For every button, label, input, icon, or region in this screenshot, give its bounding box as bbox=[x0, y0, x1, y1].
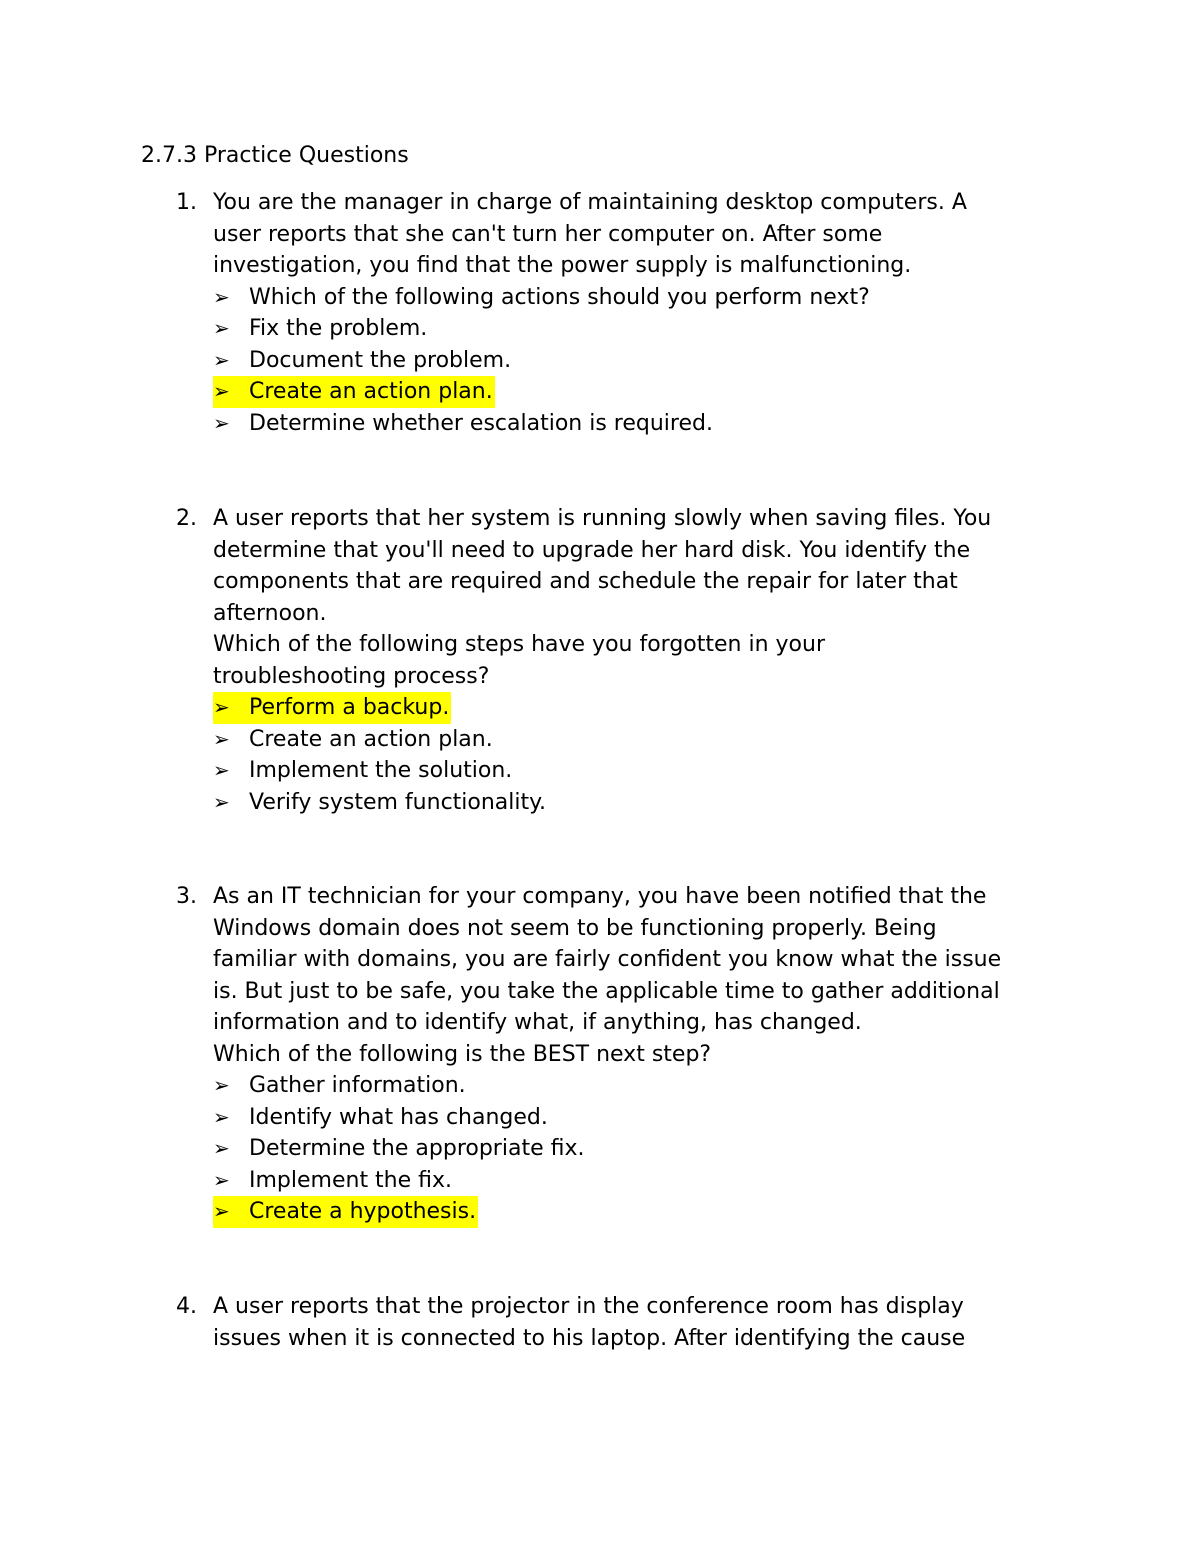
question-text-line: Which of the following is the BEST next step? bbox=[213, 1041, 712, 1067]
question-number: 4. bbox=[176, 1294, 197, 1319]
answer-option-text: Perform a backup. bbox=[249, 695, 450, 720]
question-text-line: determine that you'll need to upgrade her hard disk. You identify the bbox=[213, 537, 971, 563]
arrow-bullet-icon: ➢ bbox=[213, 1136, 230, 1160]
answer-option bbox=[213, 1165, 1076, 1197]
arrow-bullet-icon: ➢ bbox=[213, 758, 230, 782]
question-text-line: You are the manager in charge of maintaining desktop computers. A bbox=[213, 190, 967, 215]
question-text-line: information and to identify what, if anything, has changed. bbox=[213, 1010, 862, 1035]
answer-option bbox=[213, 408, 1076, 440]
answer-option-text: Implement the fix. bbox=[249, 1167, 453, 1193]
question-text-line: Windows domain does not seem to be functioning properly. Being bbox=[213, 915, 937, 941]
question-3 bbox=[176, 881, 1076, 1228]
answer-option-text: Verify system functionality. bbox=[249, 789, 547, 815]
answer-option-highlighted bbox=[213, 376, 1076, 408]
answer-option bbox=[213, 1102, 1076, 1134]
question-text-line: As an IT technician for your company, you have been notified that the bbox=[213, 884, 987, 909]
answer-option-text: Create a hypothesis. bbox=[249, 1199, 477, 1224]
question-number: 2. bbox=[176, 506, 197, 531]
answer-option bbox=[213, 282, 1076, 314]
question-number: 1. bbox=[176, 190, 197, 215]
question-body bbox=[213, 881, 1076, 1228]
question-text-line: A user reports that the projector in the conference room has display bbox=[213, 1294, 964, 1319]
answer-option-text: Determine the appropriate fix. bbox=[249, 1136, 585, 1161]
answer-option-text: Document the problem. bbox=[249, 347, 512, 373]
answer-option bbox=[213, 1133, 1076, 1165]
question-text-line: familiar with domains, you are fairly confident you know what the issue bbox=[213, 947, 1002, 972]
answer-option bbox=[213, 345, 1076, 377]
answer-option-text: Determine whether escalation is required. bbox=[249, 410, 713, 436]
page-title: 2.7.3 Practice Questions bbox=[141, 143, 409, 168]
question-text-line: components that are required and schedule the repair for later that bbox=[213, 569, 958, 594]
arrow-bullet-icon: ➢ bbox=[213, 695, 230, 719]
question-body bbox=[213, 503, 1076, 818]
answer-option-text: Identify what has changed. bbox=[249, 1104, 548, 1130]
question-text-line: afternoon. bbox=[213, 600, 327, 626]
question-text-line: issues when it is connected to his laptop. After identifying the cause bbox=[213, 1325, 966, 1351]
answer-option-text: Gather information. bbox=[249, 1073, 466, 1098]
answer-option bbox=[213, 724, 1076, 756]
answer-option-highlighted bbox=[213, 692, 1076, 724]
question-text-line: investigation, you find that the power supply is malfunctioning. bbox=[213, 253, 912, 278]
question-text-line: user reports that she can't turn her computer on. After some bbox=[213, 221, 883, 247]
arrow-bullet-icon: ➢ bbox=[213, 379, 230, 403]
answer-option-text: Create an action plan. bbox=[249, 726, 493, 752]
arrow-bullet-icon: ➢ bbox=[213, 1104, 230, 1129]
answer-option bbox=[213, 1070, 1076, 1102]
question-text-line: Which of the following steps have you forgotten in your bbox=[213, 632, 825, 657]
arrow-bullet-icon: ➢ bbox=[213, 1167, 230, 1192]
answer-option bbox=[213, 313, 1076, 345]
question-4 bbox=[176, 1291, 1076, 1354]
arrow-bullet-icon: ➢ bbox=[213, 1199, 230, 1223]
question-text-line: A user reports that her system is running slowly when saving files. You bbox=[213, 506, 992, 531]
question-1 bbox=[176, 187, 1076, 439]
arrow-bullet-icon: ➢ bbox=[213, 1073, 230, 1097]
arrow-bullet-icon: ➢ bbox=[213, 410, 230, 435]
answer-option-text: Implement the solution. bbox=[249, 758, 513, 783]
answer-option-text: Create an action plan. bbox=[249, 379, 493, 404]
answer-option-text: Fix the problem. bbox=[249, 316, 428, 341]
arrow-bullet-icon: ➢ bbox=[213, 316, 230, 340]
answer-option bbox=[213, 787, 1076, 819]
question-number: 3. bbox=[176, 884, 197, 909]
arrow-bullet-icon: ➢ bbox=[213, 284, 230, 309]
arrow-bullet-icon: ➢ bbox=[213, 347, 230, 372]
answer-option-text: Which of the following actions should you perform next? bbox=[249, 284, 870, 310]
question-body bbox=[213, 187, 1076, 439]
question-body bbox=[213, 1291, 1076, 1354]
question-2 bbox=[176, 503, 1076, 818]
arrow-bullet-icon: ➢ bbox=[213, 789, 230, 814]
answer-option-highlighted bbox=[213, 1196, 1076, 1228]
arrow-bullet-icon: ➢ bbox=[213, 726, 230, 751]
question-text-line: troubleshooting process? bbox=[213, 663, 490, 689]
question-text-line: is. But just to be safe, you take the applicable time to gather additional bbox=[213, 978, 1000, 1004]
answer-option bbox=[213, 755, 1076, 787]
